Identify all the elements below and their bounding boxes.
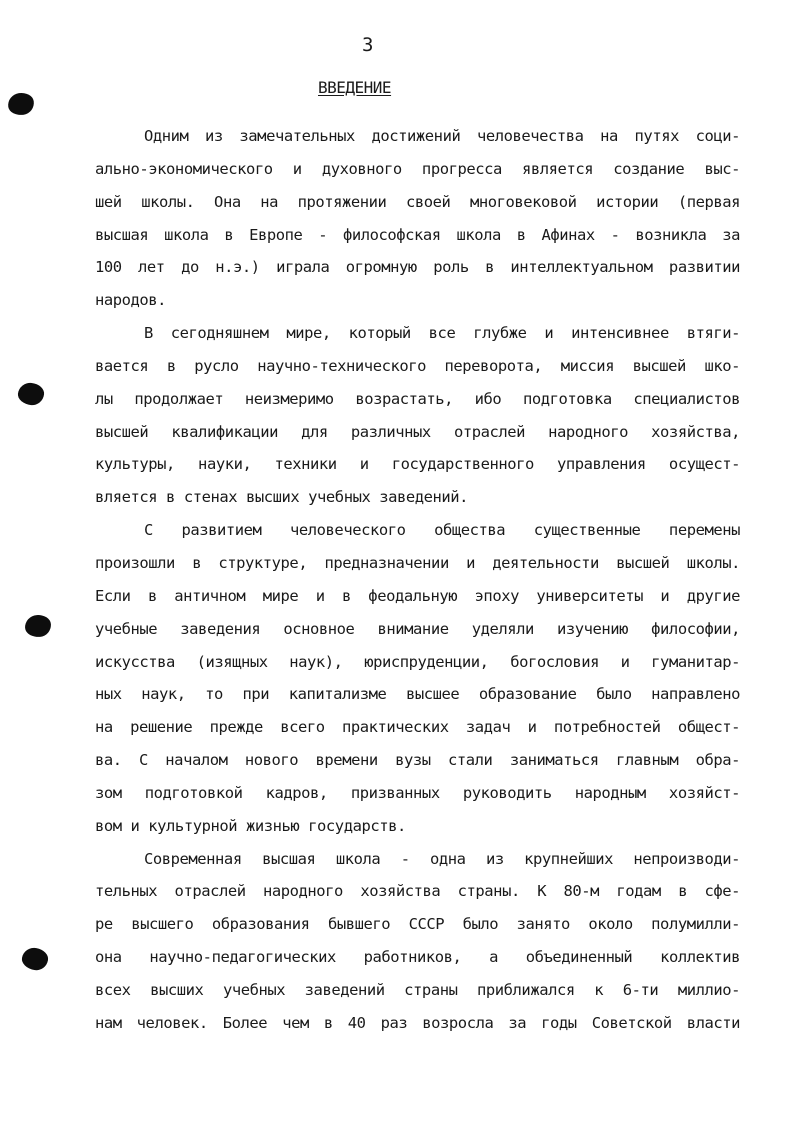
text-line: произошли в структуре, предназначении и деятельности высшей школы.: [95, 553, 740, 572]
text-line: она научно-педагогических работников, а объединенный коллектив: [95, 948, 740, 967]
page-title: ВВЕДЕНИЕ: [318, 78, 392, 97]
text-line: ально-экономического и духовного прогресса является создание выс-: [95, 159, 740, 178]
text-line: 100 лет до н.э.) играла огромную роль в интеллектуальном развитии: [95, 258, 740, 277]
text-line: вом и культурной жизнью государств.: [95, 816, 406, 835]
text-line: искусства (изящных наук), юриспруденции, богословия и гуманитар-: [95, 652, 740, 671]
binder-hole-mark: [7, 91, 36, 116]
text-line: всех высших учебных заведений страны приближался к 6-ти миллио-: [95, 980, 740, 999]
body-text: [95, 120, 740, 1040]
text-line: В сегодняшнем мире, который все глубже и интенсивнее втяги-: [144, 324, 740, 343]
text-line: лы продолжает неизмеримо возрастать, ибо подготовка специалистов: [95, 389, 740, 408]
text-line: шей школы. Она на протяжении своей многовековой истории (первая: [95, 192, 740, 211]
binder-hole-mark: [24, 614, 51, 638]
text-line: учебные заведения основное внимание уделяли изучению философии,: [95, 619, 740, 638]
binder-hole-mark: [20, 946, 49, 972]
text-line: Если в античном мире и в феодальную эпоху университеты и другие: [95, 586, 740, 605]
text-line: высшая школа в Европе - философская школа в Афинах - возникла за: [95, 225, 740, 244]
text-line: на решение прежде всего практических задач и потребностей общест-: [95, 718, 740, 737]
text-line: Современная высшая школа - одна из крупнейших непроизводи-: [144, 849, 740, 868]
text-line: тельных отраслей народного хозяйства страны. К 80-м годам в сфе-: [95, 882, 740, 901]
text-line: С развитием человеческого общества существенные перемены: [144, 521, 740, 540]
text-line: ных наук, то при капитализме высшее образование было направлено: [95, 685, 740, 704]
text-line: Одним из замечательных достижений человечества на путях соци-: [144, 127, 740, 145]
text-line: вается в русло научно-технического переворота, миссия высшей шко-: [95, 356, 740, 375]
text-line: народов.: [95, 291, 167, 310]
text-line: ва. С началом нового времени вузы стали заниматься главным обра-: [95, 751, 740, 770]
text-line: культуры, науки, техники и государственного управления осущест-: [95, 455, 740, 474]
text-line: нам человек. Более чем в 40 раз возросла за годы Советской власти: [95, 1013, 740, 1032]
page-number: 3: [362, 34, 374, 56]
text-line: ре высшего образования бывшего СССР было занято около полумилли-: [95, 915, 740, 934]
binder-hole-mark: [17, 382, 45, 407]
text-line: вляется в стенах высших учебных заведений.: [95, 488, 469, 507]
text-line: высшей квалификации для различных отраслей народного хозяйства,: [95, 422, 740, 441]
text-line: зом подготовкой кадров, призванных руководить народным хозяйст-: [95, 783, 740, 802]
